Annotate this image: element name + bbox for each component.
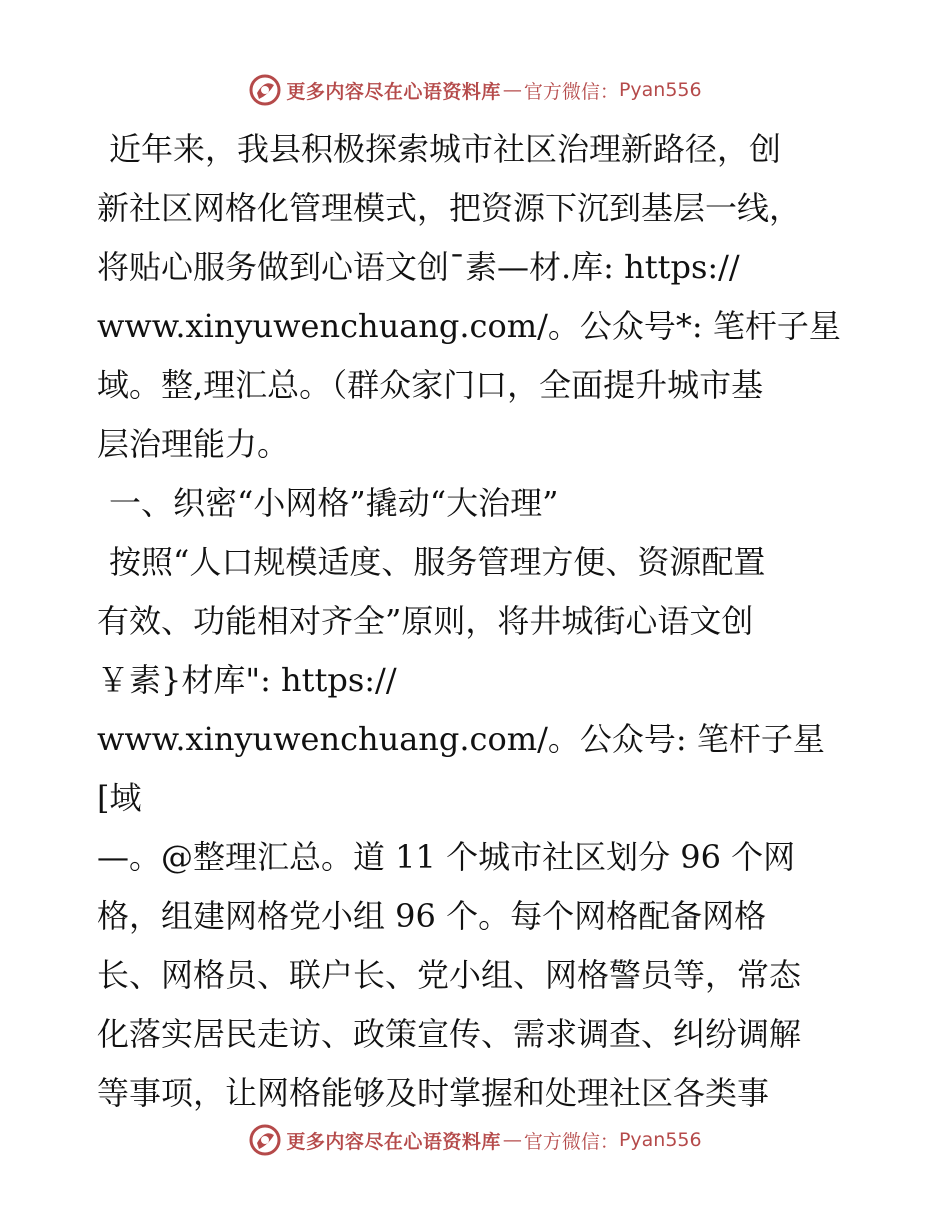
text-line: 新社区网格化管理模式，把资源下沉到基层一线，	[97, 189, 802, 227]
watermark-main: 更多内容尽在心语资料库	[286, 1130, 501, 1153]
watermark-text	[248, 73, 701, 107]
text-line: —。@整理汇总。道 11 个城市社区划分 96 个网	[97, 838, 796, 876]
text-line: www.xinyuwenchuang.com/。公众号: 笔杆子星[域	[97, 720, 825, 817]
watermark-separator: —	[502, 1129, 522, 1151]
watermark-id: Pyan556	[618, 79, 702, 101]
text-line: ￥素}材库": https://	[97, 661, 397, 699]
text-line: 按照“人口规模适度、服务管理方便、资源配置	[109, 543, 766, 581]
text-line: 层治理能力。	[97, 425, 290, 463]
text-line: 近年来，我县积极探索城市社区治理新路径，创	[109, 130, 782, 168]
text-line: 域。整,理汇总。（群众家门口，全面提升城市基	[97, 366, 764, 404]
header-watermark-banner	[0, 70, 950, 110]
watermark-text	[248, 1123, 701, 1157]
text-line: 格，组建网格党小组 96 个。每个网格配备网格	[97, 897, 767, 935]
paragraph-2	[97, 533, 857, 1123]
footer-watermark-banner	[0, 1120, 950, 1160]
text-line: 将贴心服务做到心语文创¯素—材.库: https://	[97, 248, 740, 286]
watermark-wechat: 官方微信：	[523, 80, 619, 103]
text-line: 长、网格员、联户长、党小组、网格警员等，常态	[97, 956, 802, 994]
watermark-wechat: 官方微信：	[523, 1130, 619, 1153]
text-line: 化落实居民走访、政策宣传、需求调查、纠纷调解	[97, 1015, 802, 1053]
section-heading: 一、织密“小网格”撬动“大治理”	[109, 484, 559, 522]
logo-icon	[248, 73, 282, 107]
document-body	[97, 120, 857, 1123]
paragraph-1	[97, 120, 857, 474]
watermark-main: 更多内容尽在心语资料库	[286, 80, 501, 103]
logo-icon	[248, 1123, 282, 1157]
text-line: 等事项，让网格能够及时掌握和处理社区各类事	[97, 1074, 770, 1112]
watermark-separator: —	[502, 79, 522, 101]
text-line: 有效、功能相对齐全”原则，将井城街心语文创	[97, 602, 754, 640]
text-line: www.xinyuwenchuang.com/。公众号*: 笔杆子星	[97, 307, 841, 345]
watermark-id: Pyan556	[618, 1129, 702, 1151]
